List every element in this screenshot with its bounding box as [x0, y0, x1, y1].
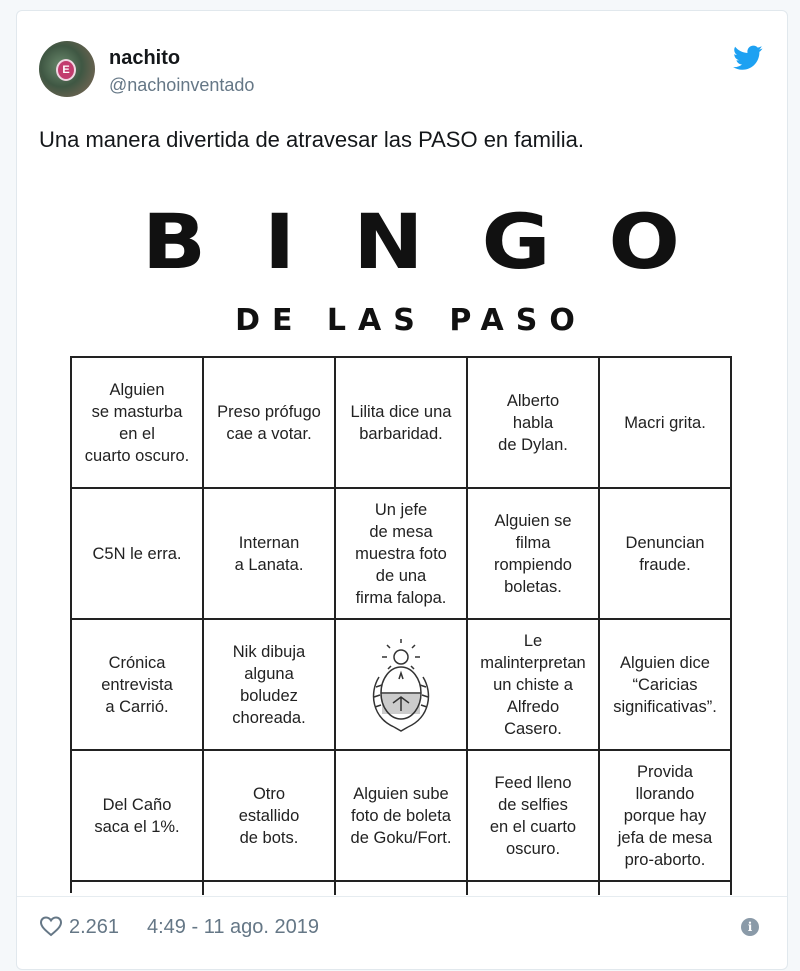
bingo-cell: Provida llorando porque hay jefa de mesa pro-aborto. — [600, 751, 732, 882]
bingo-cell-cropped — [600, 882, 732, 895]
footer-divider — [17, 896, 788, 897]
argentine-coat-of-arms-icon — [366, 637, 436, 733]
tweet-card — [16, 10, 788, 970]
bingo-cell: Denuncian fraude. — [600, 489, 732, 620]
bingo-cell: Alguien sube foto de boleta de Goku/Fort. — [336, 751, 468, 882]
bingo-cell: Un jefe de mesa muestra foto de una firma falopa. — [336, 489, 468, 620]
bingo-cell: Del Caño saca el 1%. — [72, 751, 204, 882]
bingo-cell: Alberto habla de Dylan. — [468, 358, 600, 489]
twitter-bird-icon[interactable] — [733, 45, 763, 71]
bingo-cell: Alguien dice “Caricias significativas”. — [600, 620, 732, 751]
bingo-cell: Le malinterpretan un chiste a Alfredo Casero. — [468, 620, 600, 751]
bingo-cell: C5N le erra. — [72, 489, 204, 620]
bingo-cell: Otro estallido de bots. — [204, 751, 336, 882]
avatar-badge: E — [56, 59, 76, 81]
bingo-cell: Alguien se filma rompiendo boletas. — [468, 489, 600, 620]
bingo-cell-cropped — [468, 882, 600, 895]
bingo-cell: Crónica entrevista a Carrió. — [72, 620, 204, 751]
info-icon[interactable]: i — [741, 918, 759, 936]
bingo-cell: Internan a Lanata. — [204, 489, 336, 620]
bingo-cell: Macri grita. — [600, 358, 732, 489]
bingo-cell-cropped — [204, 882, 336, 895]
avatar[interactable] — [39, 41, 95, 97]
tweet-text: Una manera divertida de atravesar las PASO en familia. — [39, 127, 584, 152]
author-name[interactable]: nachito — [109, 47, 181, 69]
bingo-title: BINGO — [142, 197, 738, 287]
like-count[interactable]: 2.261 — [69, 916, 120, 938]
bingo-cell: Feed lleno de selfies en el cuarto oscuro. — [468, 751, 600, 882]
heart-outline-icon[interactable] — [39, 915, 63, 937]
bingo-cell: Preso prófugo cae a votar. — [204, 358, 336, 489]
author-handle[interactable]: @nachoinventado — [109, 75, 255, 95]
bingo-grid — [70, 356, 732, 893]
bingo-cell: Alguien se masturba en el cuarto oscuro. — [72, 358, 204, 489]
bingo-cell-center — [336, 620, 468, 751]
bingo-subtitle: DE LAS PASO — [235, 303, 587, 338]
bingo-cell-cropped — [336, 882, 468, 895]
bingo-cell: Lilita dice una barbaridad. — [336, 358, 468, 489]
bingo-cell-cropped — [72, 882, 204, 895]
bingo-cell: Nik dibuja alguna boludez choreada. — [204, 620, 336, 751]
tweet-timestamp[interactable]: 4:49 - 11 ago. 2019 — [147, 916, 319, 938]
